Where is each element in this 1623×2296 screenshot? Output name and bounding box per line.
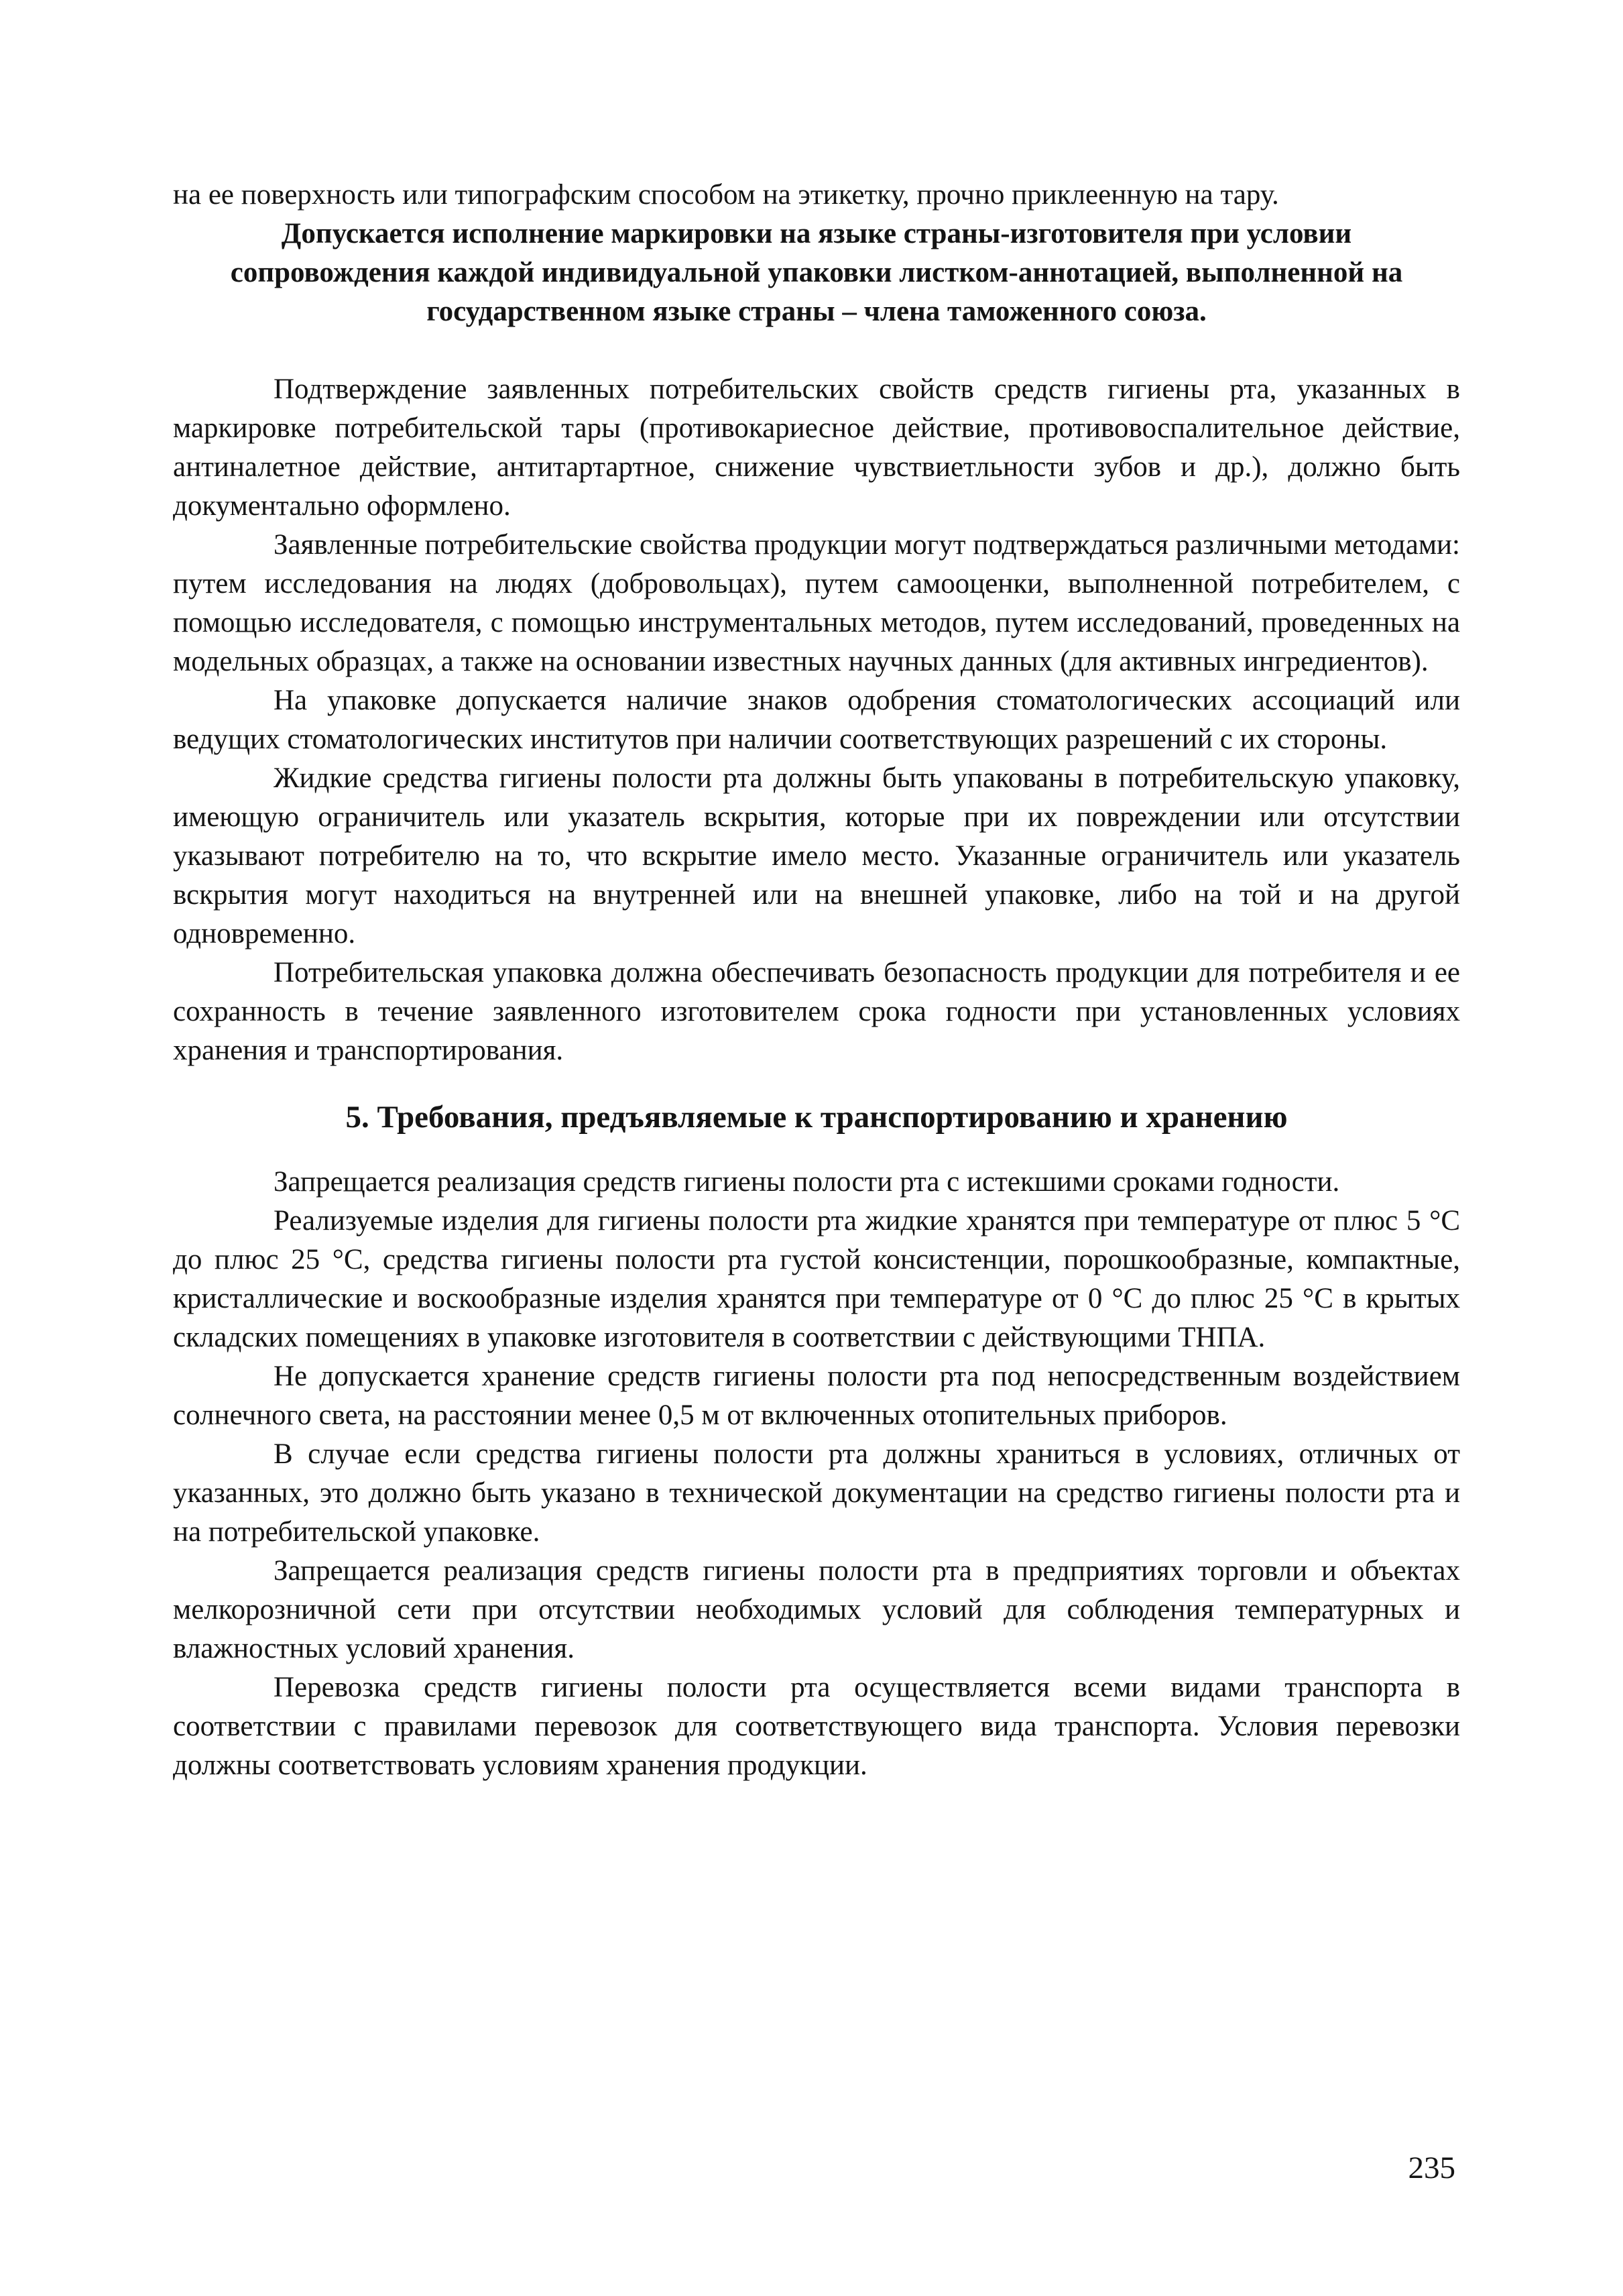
paragraph-consumer-properties: Подтверждение заявленных потребительских свойств средств гигиены рта, указанных в маркировке потребительской тары (противокариесное действие, противовоспалительное действие, антиналетное действие, антитартартное, снижение чувствиетльности зубов и др.), должно быть документально оформлено. (173, 374, 1460, 522)
bold-note: Допускается исполнение маркировки на языке страны-изготовителя при условии сопровождения каждой индивидуальной упаковки листком-аннотацией, выполненной на государственном языке страны – члена таможенного союза. (230, 218, 1403, 327)
page-number: 235 (1408, 2150, 1455, 2185)
paragraph-special-conditions: В случае если средства гигиены полости рта должны храниться в условиях, отличных от указанных, это должно быть указано в технической документации на средство гигиены полости рта и на потребительской упаковке. (173, 1438, 1460, 1548)
paragraph-expired: Запрещается реализация средств гигиены полости рта с истекшими сроками годности. (274, 1166, 1340, 1198)
paragraph-approval-marks: На упаковке допускается наличие знаков одобрения стоматологических ассоциаций или ведущих стоматологических институтов при наличии соответствующих разрешений с их стороны. (173, 685, 1460, 755)
section-heading: 5. Требования, предъявляемые к транспортированию и хранению (345, 1100, 1288, 1135)
paragraph-transport: Перевозка средств гигиены полости рта осуществляется всеми видами транспорта в соответствии с правилами перевозок для соответствующего вида транспорта. Условия перевозки должны соответствовать условиям хранения продукции. (173, 1672, 1460, 1781)
paragraph-confirmation-methods: Заявленные потребительские свойства продукции могут подтверждаться различными методами: путем исследования на людях (добровольцах), путем самооценки, выполненной потребителем, с помощью исследователя, с помощью инструментальных методов, путем исследований, проведенных на модельных образцах, а также на основании известных научных данных (для активных ингредиентов). (173, 529, 1460, 677)
paragraph-gap (173, 331, 1460, 370)
paragraph-liquid-packaging: Жидкие средства гигиены полости рта должны быть упакованы в потребительскую упаковку, имеющую ограничитель или указатель вскрытия, которые при их повреждении или отсутствии указывают потребителю на то, что вскрытие имело место. Указанные ограничитель или указатель вскрытия могут находиться на внутренней или на внешней упаковке, либо на той и на другой одновременно. (173, 762, 1460, 950)
paragraph-storage-temperature: Реализуемые изделия для гигиены полости рта жидкие хранятся при температуре от плюс 5 °С до плюс 25 °С, средства гигиены полости рта густой консистенции, порошкообразные, компактные, кристаллические и воскообразные изделия хранятся при температуре от 0 °С до плюс 25 °С в крытых складских помещениях в упаковке изготовителя в соответствии с действующими ТНПА. (173, 1205, 1460, 1353)
paragraph-consumer-packaging: Потребительская упаковка должна обеспечивать безопасность продукции для потребителя и ее сохранность в течение заявленного изготовителем срока годности при установленных условиях хранения и транспортирования. (173, 957, 1460, 1066)
paragraph-retail-conditions: Запрещается реализация средств гигиены полости рта в предприятиях торговли и объектах мелкорозничной сети при отсутствии необходимых условий для соблюдения температурных и влажностных условий хранения. (173, 1555, 1460, 1664)
document-page (173, 176, 1460, 1785)
paragraph-sunlight: Не допускается хранение средств гигиены полости рта под непосредственным воздействием солнечного света, на расстоянии менее 0,5 м от включенных отопительных приборов. (173, 1361, 1460, 1431)
paragraph-continuation: на ее поверхность или типографским способом на этикетку, прочно приклеенную на тару. (173, 179, 1279, 211)
